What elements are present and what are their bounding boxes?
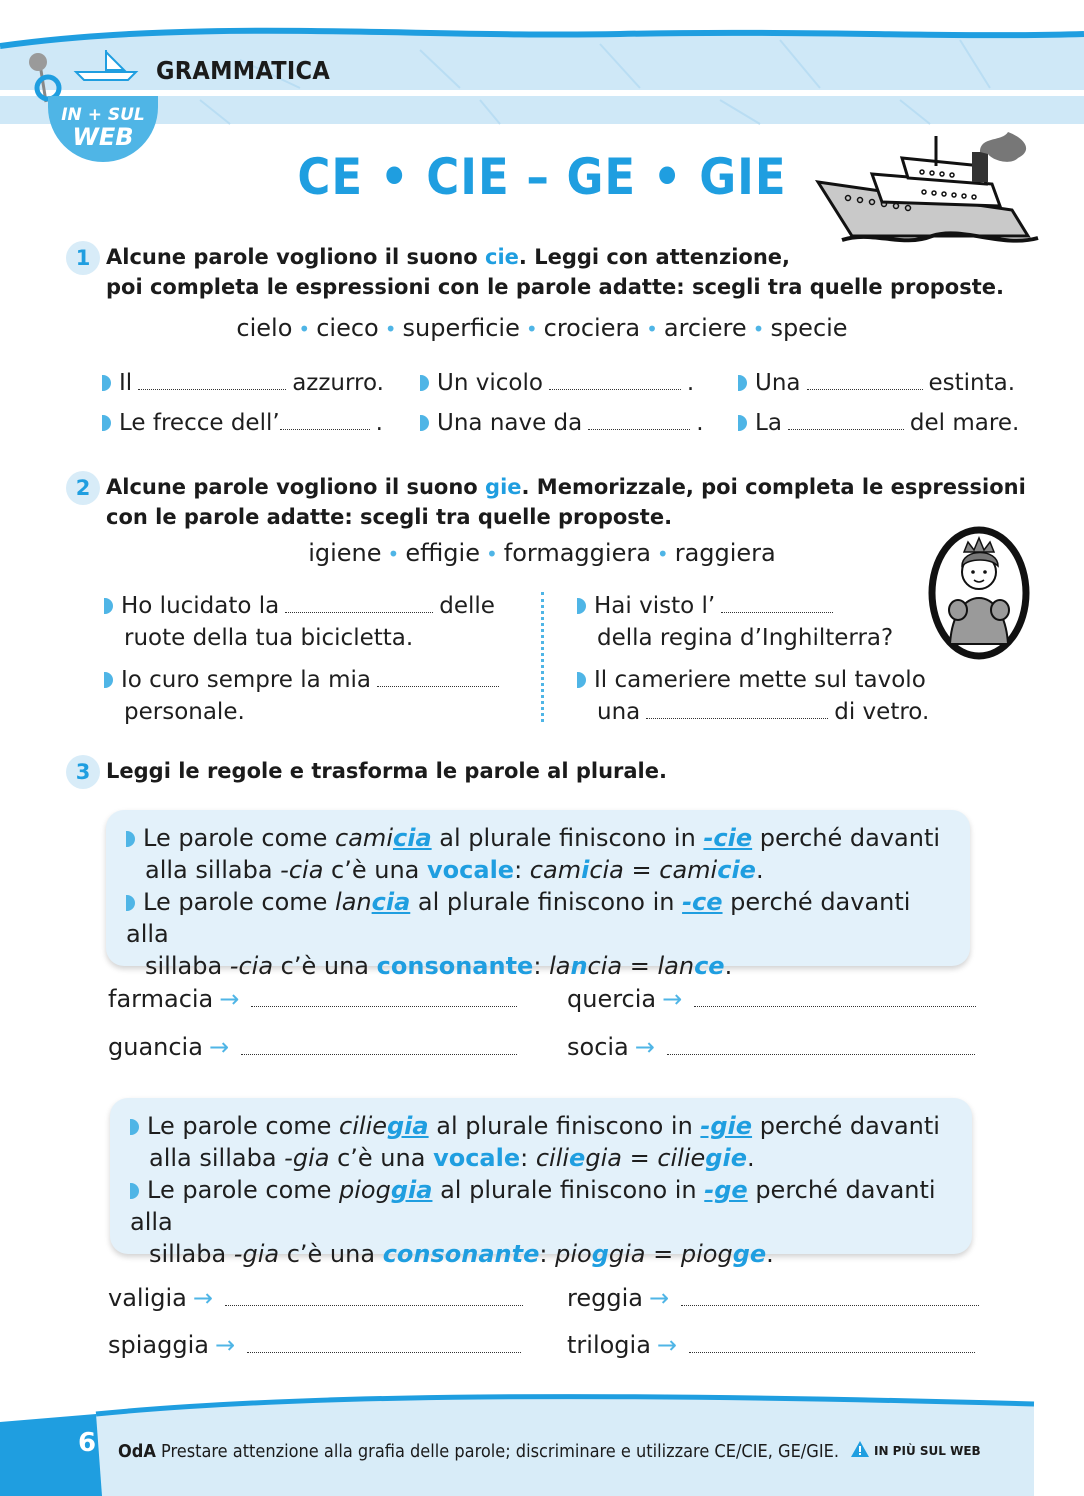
rule-line: sillaba -cia c’è una consonante: lancia = lance. <box>145 952 733 980</box>
answer-blank[interactable] <box>694 1006 976 1007</box>
warning-icon <box>850 1440 870 1458</box>
exercise-2-item: Il cameriere mette sul tavolo una di vetro. <box>577 664 929 728</box>
exercise-3-instructions: Leggi le regole e trasforma le parole al plurale. <box>106 759 667 783</box>
answer-blank[interactable] <box>377 686 499 687</box>
exercise-1-number: 1 <box>66 241 100 275</box>
oda-text: Prestare attenzione alla grafia delle parole; discriminare e utilizzare CE/CIE, GE/GIE. <box>155 1441 839 1462</box>
answer-blank[interactable] <box>251 1006 517 1007</box>
answer-blank[interactable] <box>247 1352 521 1353</box>
exercise-1-instructions <box>106 242 1004 302</box>
word-option: cielo <box>236 314 293 342</box>
exercise-2-item: Hai visto l’ della regina d’Inghilterra? <box>577 590 893 654</box>
rule-line: sillaba -gia c’è una consonante: pioggia = piogge. <box>149 1240 774 1268</box>
word-option: crociera <box>543 314 641 342</box>
exercise-1-instr-a: Alcune parole vogliono il suono <box>106 245 486 269</box>
answer-blank[interactable] <box>241 1054 517 1055</box>
exercise-2-instr-a: Alcune parole vogliono il suono <box>106 475 486 499</box>
exercise-1-instr-b: . Leggi con attenzione, <box>518 245 791 269</box>
web-badge-line2: WEB <box>72 123 134 151</box>
word-option: raggiera <box>674 539 776 567</box>
plural-conversion: guancia → <box>108 1033 523 1061</box>
plural-conversion: trilogia → <box>567 1331 981 1359</box>
rule-box-gia <box>110 1098 972 1268</box>
rule-line: Le parole come camicia al plurale finiscono in -cie perché davanti <box>126 822 950 854</box>
answer-blank[interactable] <box>285 612 433 613</box>
page-title: CE • CIE – GE • GIE <box>297 148 787 206</box>
answer-blank[interactable] <box>721 612 833 613</box>
plural-conversion: quercia → <box>567 985 982 1013</box>
exercise-1-item: Un vicolo . <box>420 370 694 396</box>
exercise-2-instructions <box>106 472 1026 532</box>
word-option: igiene <box>308 539 382 567</box>
page-number: 6 <box>78 1428 97 1458</box>
exercise-3-number: 3 <box>66 755 100 789</box>
answer-blank[interactable] <box>280 429 370 430</box>
rule-line: Le parole come ciliegia al plurale finiscono in -gie perché davanti <box>130 1110 952 1142</box>
answer-blank[interactable] <box>225 1305 523 1306</box>
rule-box-cia <box>106 810 970 980</box>
web-badge-line1: IN + SUL <box>61 105 145 125</box>
exercise-1-item: La del mare. <box>738 410 1019 436</box>
section-label: GRAMMATICA <box>156 56 331 85</box>
oda-label: OdA <box>118 1441 156 1462</box>
plural-conversion: socia → <box>567 1033 981 1061</box>
boat-icon <box>66 46 146 86</box>
exercise-2-instr-key: gie <box>485 475 522 499</box>
answer-blank[interactable] <box>138 389 286 390</box>
word-option: formaggiera <box>503 539 651 567</box>
answer-blank[interactable] <box>681 1305 979 1306</box>
word-option: specie <box>770 314 848 342</box>
rule-line: alla sillaba -cia c’è una vocale: camicia = camicie. <box>145 856 764 884</box>
web-note-text: IN PIÙ SUL WEB <box>874 1444 981 1458</box>
rule-line: Le parole come pioggia al plurale finiscono in -ge perché davanti alla <box>130 1176 936 1236</box>
learning-objective <box>118 1441 839 1462</box>
rule-line: Le parole come lancia al plurale finiscono in -ce perché davanti alla <box>126 888 911 948</box>
word-option: cieco <box>316 314 379 342</box>
answer-blank[interactable] <box>689 1352 975 1353</box>
word-option: effigie <box>405 539 480 567</box>
ship-illustration <box>812 132 1042 252</box>
answer-blank[interactable] <box>667 1054 975 1055</box>
exercise-1-item: Il azzurro. <box>102 370 384 396</box>
column-divider <box>541 592 544 722</box>
exercise-1-instr-key: cie <box>485 245 519 269</box>
exercise-2-instr-b: . Memorizzale, poi completa le espressioni <box>521 475 1026 499</box>
plural-conversion: valigia → <box>108 1284 529 1312</box>
exercise-1-word-bank: cielo • cieco • superficie • crociera • arciere • specie <box>236 314 848 342</box>
plural-conversion: spiaggia → <box>108 1331 527 1359</box>
exercise-1-item: Le frecce dell’ . <box>102 410 383 436</box>
word-option: arciere <box>663 314 747 342</box>
plural-conversion: farmacia → <box>108 985 523 1013</box>
answer-blank[interactable] <box>807 389 923 390</box>
answer-blank[interactable] <box>788 429 904 430</box>
plural-conversion: reggia → <box>567 1284 985 1312</box>
word-option: superficie <box>402 314 520 342</box>
exercise-1-item: Una estinta. <box>738 370 1015 396</box>
exercise-2-number: 2 <box>66 471 100 505</box>
exercise-2-item: Io curo sempre la mia personale. <box>104 664 505 728</box>
exercise-1-instr-c: poi completa le espressioni con le parole adatte: scegli tra quelle proposte. <box>106 275 1004 299</box>
web-link[interactable] <box>850 1440 981 1458</box>
exercise-2-word-bank: igiene • effigie • formaggiera • raggiera <box>308 539 776 567</box>
exercise-2-item: Ho lucidato la delle ruote della tua bicicletta. <box>104 590 495 654</box>
answer-blank[interactable] <box>549 389 681 390</box>
exercise-1-item: Una nave da . <box>420 410 704 436</box>
exercise-2-instr-c: con le parole adatte: scegli tra quelle proposte. <box>106 505 673 529</box>
queen-portrait <box>928 526 1030 660</box>
answer-blank[interactable] <box>588 429 690 430</box>
rule-line: alla sillaba -gia c’è una vocale: ciliegia = ciliegie. <box>149 1144 755 1172</box>
answer-blank[interactable] <box>646 718 828 719</box>
